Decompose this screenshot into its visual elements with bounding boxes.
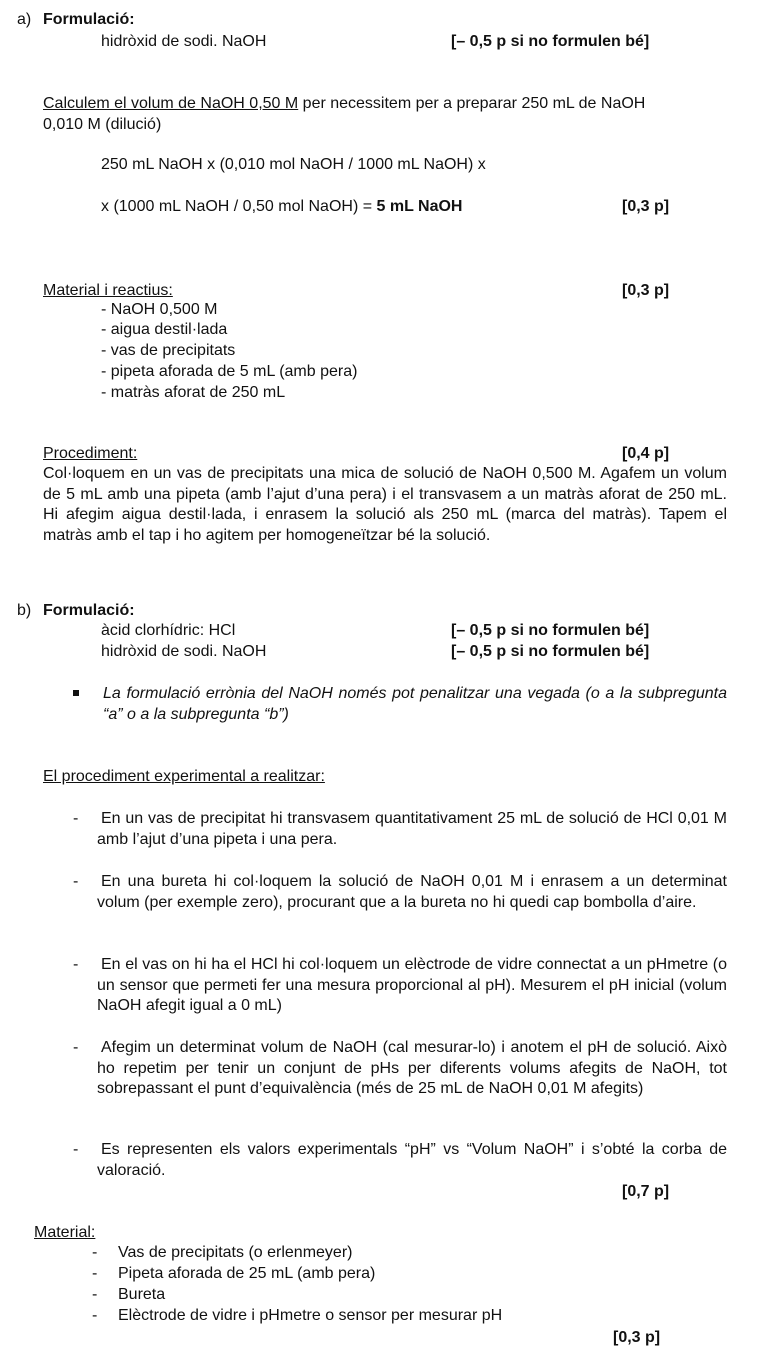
material-reactius-title: Material i reactius:: [43, 282, 173, 299]
material-item: Pipeta aforada de 25 mL (amb pera): [118, 1265, 376, 1282]
section-b-hcl-penalty: [– 0,5 p si no formulen bé]: [451, 622, 650, 639]
material-item: - vas de precipitats: [101, 342, 236, 359]
calc-equation-line2: [101, 197, 462, 217]
material-item: Vas de precipitats (o erlenmeyer): [118, 1244, 353, 1261]
calc-heading-rest: per necessitem per a preparar 250 mL de NaOH: [298, 95, 646, 112]
material-item: - matràs aforat de 250 mL: [101, 384, 286, 401]
calc-equation-expression: x (1000 mL NaOH / 0,50 mol NaOH) =: [101, 198, 377, 215]
section-a-penalty: [– 0,5 p si no formulen bé]: [451, 33, 650, 50]
procediment-experimental-points: [0,7 p]: [622, 1183, 670, 1200]
calc-equation-line1: 250 mL NaOH x (0,010 mol NaOH / 1000 mL NaOH) x: [101, 156, 486, 173]
section-b-label: b): [17, 602, 32, 619]
material-item: Elèctrode de vidre i pHmetre o sensor per mesurar pH: [118, 1307, 503, 1324]
square-bullet-icon: [73, 690, 79, 696]
material-item: - aigua destil·lada: [101, 321, 228, 338]
step-dash: -: [73, 810, 79, 827]
procedure-step: Es representen els valors experimentals “pH” vs “Volum NaOH” i s’obté la corba de valoració.: [97, 1141, 727, 1179]
material-reactius-points: [0,3 p]: [622, 282, 670, 299]
procediment-title: Procediment:: [43, 445, 138, 462]
material-dash: -: [92, 1286, 98, 1303]
step-dash: -: [73, 1141, 79, 1158]
section-b-naoh-penalty: [– 0,5 p si no formulen bé]: [451, 643, 650, 660]
procedure-step: En una bureta hi col·loquem la solució de NaOH 0,01 M i enrasem a un determinat volum (per exemple zero), procurant que a la bureta no hi quedi cap bombolla d’aire.: [97, 873, 727, 911]
calc-heading-underlined: Calculem el volum de NaOH 0,50 M: [43, 95, 299, 112]
calc-equation-result: 5 mL NaOH: [376, 198, 463, 215]
step-dash: -: [73, 1039, 79, 1056]
procediment-text: Col·loquem en un vas de precipitats una mica de solució de NaOH 0,500 M. Agafem un volum de 5 mL amb una pipeta (amb l’ajut d’una pera) i el transvasem a un matràs aforat de 250 mL. Hi afegim aigua destil·lada, i enrasem la solució als 250 mL (marca del matràs). Tapem el matràs amb el tap i ho agitem per homogeneïtzar bé la solució.: [43, 465, 727, 544]
section-b-naoh-name: hidròxid de sodi. NaOH: [101, 643, 267, 660]
section-b-material-points: [0,3 p]: [613, 1329, 661, 1346]
procediment-experimental-title: El procediment experimental a realitzar:: [43, 768, 325, 785]
material-item: Bureta: [118, 1286, 166, 1303]
calc-points: [0,3 p]: [622, 198, 670, 215]
section-a-label: a): [17, 11, 32, 28]
section-a-naoh-name: hidròxid de sodi. NaOH: [101, 33, 267, 50]
procedure-step: Afegim un determinat volum de NaOH (cal mesurar-lo) i anotem el pH de solució. Això ho repetim per tenir un conjunt de pHs per diferents volums afegits de NaOH, tot sobrepassant el punt d’equivalència (més de 25 mL de NaOH 0,01 M afegits): [97, 1039, 727, 1097]
section-b-hcl-name: àcid clorhídric: HCl: [101, 622, 236, 639]
formulation-note: La formulació errònia del NaOH només pot penalitzar una vegada (o a la subpregunta “a” o a la subpregunta “b”): [103, 685, 727, 723]
section-a-formulacio-title: Formulació:: [43, 11, 135, 28]
material-dash: -: [92, 1265, 98, 1282]
material-item: - pipeta aforada de 5 mL (amb pera): [101, 363, 358, 380]
section-b-material-title: Material:: [34, 1224, 96, 1241]
step-dash: -: [73, 956, 79, 973]
procedure-step: En un vas de precipitat hi transvasem quantitativament 25 mL de solució de HCl 0,01 M amb l’ajut d’una pipeta i una pera.: [97, 810, 727, 848]
procediment-points: [0,4 p]: [622, 445, 670, 462]
material-dash: -: [92, 1307, 98, 1324]
section-b-formulacio-title: Formulació:: [43, 602, 135, 619]
material-item: - NaOH 0,500 M: [101, 301, 218, 318]
material-dash: -: [92, 1244, 98, 1261]
calc-heading-line1: [43, 94, 645, 114]
procedure-step: En el vas on hi ha el HCl hi col·loquem un elèctrode de vidre connectat a un pHmetre (o un sensor que permeti fer una mesura proporcional al pH). Mesurem el pH inicial (volum NaOH afegit igual a 0 mL): [97, 956, 727, 1014]
step-dash: -: [73, 873, 79, 890]
calc-heading-line2: 0,010 M (dilució): [43, 116, 162, 133]
